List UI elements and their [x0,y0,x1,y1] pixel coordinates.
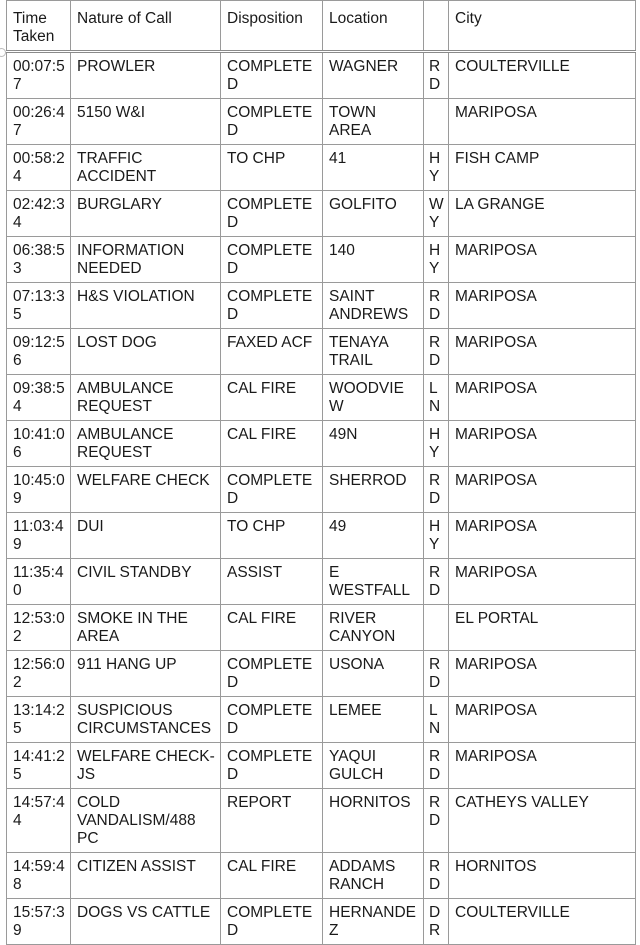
cell-city: COULTERVILLE [449,52,636,99]
table-row [7,697,636,743]
table-header [7,1,636,52]
cell-location: 140 [323,237,424,283]
cell-nature-of-call: H&S VIOLATION [71,283,221,329]
cell-disposition: CAL FIRE [221,375,323,421]
header-time-taken: Time Taken [7,1,71,52]
table-row [7,467,636,513]
cell-street-suffix [424,605,449,651]
header-street-suffix [424,1,449,52]
cell-nature-of-call: LOST DOG [71,329,221,375]
call-log-table [6,0,636,945]
table-row [7,559,636,605]
cell-city: MARIPOSA [449,421,636,467]
cell-time-taken: 14:57:44 [7,789,71,853]
cell-street-suffix: RD [424,789,449,853]
cell-nature-of-call: CIVIL STANDBY [71,559,221,605]
table-row [7,283,636,329]
cell-nature-of-call: DOGS VS CATTLE [71,899,221,945]
cell-street-suffix: RD [424,559,449,605]
cell-street-suffix: RD [424,853,449,899]
cell-nature-of-call: AMBULANCE REQUEST [71,375,221,421]
cell-time-taken: 13:14:25 [7,697,71,743]
cell-time-taken: 11:03:49 [7,513,71,559]
cell-disposition: COMPLETED [221,651,323,697]
cell-city: MARIPOSA [449,651,636,697]
cell-disposition: COMPLETED [221,237,323,283]
table-body [7,52,636,945]
table-row [7,145,636,191]
cell-city: COULTERVILLE [449,899,636,945]
cell-location: TOWN AREA [323,99,424,145]
cell-location: HORNITOS [323,789,424,853]
cell-nature-of-call: TRAFFIC ACCIDENT [71,145,221,191]
cell-disposition: TO CHP [221,145,323,191]
cell-street-suffix: DR [424,899,449,945]
cell-time-taken: 00:58:24 [7,145,71,191]
cell-time-taken: 00:07:57 [7,52,71,99]
cell-city: MARIPOSA [449,697,636,743]
cell-disposition: COMPLETED [221,52,323,99]
cell-disposition: COMPLETED [221,191,323,237]
cell-disposition: REPORT [221,789,323,853]
cell-location: 41 [323,145,424,191]
cell-nature-of-call: CITIZEN ASSIST [71,853,221,899]
cell-time-taken: 10:41:06 [7,421,71,467]
cell-time-taken: 15:57:39 [7,899,71,945]
cell-street-suffix: HY [424,237,449,283]
cell-street-suffix: RD [424,467,449,513]
cell-city: MARIPOSA [449,467,636,513]
table-row [7,743,636,789]
cell-disposition: COMPLETED [221,697,323,743]
cell-nature-of-call: 5150 W&I [71,99,221,145]
table-row [7,789,636,853]
cell-disposition: COMPLETED [221,899,323,945]
cell-disposition: ASSIST [221,559,323,605]
cell-location: WAGNER [323,52,424,99]
cell-city: FISH CAMP [449,145,636,191]
cell-location: RIVER CANYON [323,605,424,651]
cell-disposition: COMPLETED [221,743,323,789]
cell-time-taken: 09:12:56 [7,329,71,375]
cell-nature-of-call: SMOKE IN THE AREA [71,605,221,651]
cell-time-taken: 14:59:48 [7,853,71,899]
cell-street-suffix: RD [424,52,449,99]
cell-nature-of-call: SUSPICIOUS CIRCUMSTANCES [71,697,221,743]
cell-location: TENAYA TRAIL [323,329,424,375]
table-row [7,375,636,421]
cell-city: MARIPOSA [449,513,636,559]
cell-location: SHERROD [323,467,424,513]
cell-location: LEMEE [323,697,424,743]
header-city: City [449,1,636,52]
cell-nature-of-call: COLD VANDALISM/488 PC [71,789,221,853]
cell-time-taken: 02:42:34 [7,191,71,237]
cell-nature-of-call: WELFARE CHECK-JS [71,743,221,789]
cell-time-taken: 00:26:47 [7,99,71,145]
cell-city: MARIPOSA [449,375,636,421]
cell-city: MARIPOSA [449,559,636,605]
cell-city: HORNITOS [449,853,636,899]
cell-disposition: COMPLETED [221,99,323,145]
header-location: Location [323,1,424,52]
cell-nature-of-call: BURGLARY [71,191,221,237]
cell-time-taken: 12:56:02 [7,651,71,697]
cell-city: MARIPOSA [449,237,636,283]
table-row [7,853,636,899]
cell-street-suffix [424,99,449,145]
table-row [7,421,636,467]
cell-street-suffix: RD [424,743,449,789]
cell-time-taken: 09:38:54 [7,375,71,421]
cell-city: MARIPOSA [449,329,636,375]
cell-city: CATHEYS VALLEY [449,789,636,853]
table-row [7,899,636,945]
cell-city: MARIPOSA [449,283,636,329]
header-disposition: Disposition [221,1,323,52]
cell-disposition: FAXED ACF [221,329,323,375]
cell-city: MARIPOSA [449,743,636,789]
table-row [7,191,636,237]
header-row [7,1,636,52]
cell-location: YAQUI GULCH [323,743,424,789]
cell-nature-of-call: WELFARE CHECK [71,467,221,513]
cell-location: SAINT ANDREWS [323,283,424,329]
cell-disposition: TO CHP [221,513,323,559]
cell-location: USONA [323,651,424,697]
cell-nature-of-call: 911 HANG UP [71,651,221,697]
cell-disposition: CAL FIRE [221,605,323,651]
cell-time-taken: 11:35:40 [7,559,71,605]
cell-nature-of-call: INFORMATION NEEDED [71,237,221,283]
cell-nature-of-call: AMBULANCE REQUEST [71,421,221,467]
cell-location: 49 [323,513,424,559]
table-row [7,329,636,375]
cell-disposition: COMPLETED [221,467,323,513]
cell-location: 49N [323,421,424,467]
cell-location: E WESTFALL [323,559,424,605]
cell-nature-of-call: DUI [71,513,221,559]
cell-location: HERNANDEZ [323,899,424,945]
cell-street-suffix: RD [424,329,449,375]
cell-street-suffix: RD [424,283,449,329]
header-nature-of-call: Nature of Call [71,1,221,52]
cell-location: ADDAMS RANCH [323,853,424,899]
table-row [7,513,636,559]
cell-disposition: CAL FIRE [221,853,323,899]
cell-time-taken: 10:45:09 [7,467,71,513]
cell-street-suffix: LN [424,697,449,743]
cell-location: GOLFITO [323,191,424,237]
cell-city: MARIPOSA [449,99,636,145]
table-row [7,52,636,99]
cell-street-suffix: HY [424,145,449,191]
cell-street-suffix: RD [424,651,449,697]
cell-time-taken: 14:41:25 [7,743,71,789]
cell-time-taken: 07:13:35 [7,283,71,329]
cell-city: LA GRANGE [449,191,636,237]
cell-street-suffix: LN [424,375,449,421]
cell-time-taken: 06:38:53 [7,237,71,283]
cell-disposition: CAL FIRE [221,421,323,467]
cell-street-suffix: HY [424,513,449,559]
cell-nature-of-call: PROWLER [71,52,221,99]
cell-location: WOODVIEW [323,375,424,421]
cell-disposition: COMPLETED [221,283,323,329]
cell-street-suffix: WY [424,191,449,237]
table-row [7,605,636,651]
table-row [7,237,636,283]
table-row [7,651,636,697]
cell-city: EL PORTAL [449,605,636,651]
table-row [7,99,636,145]
cell-time-taken: 12:53:02 [7,605,71,651]
cell-street-suffix: HY [424,421,449,467]
